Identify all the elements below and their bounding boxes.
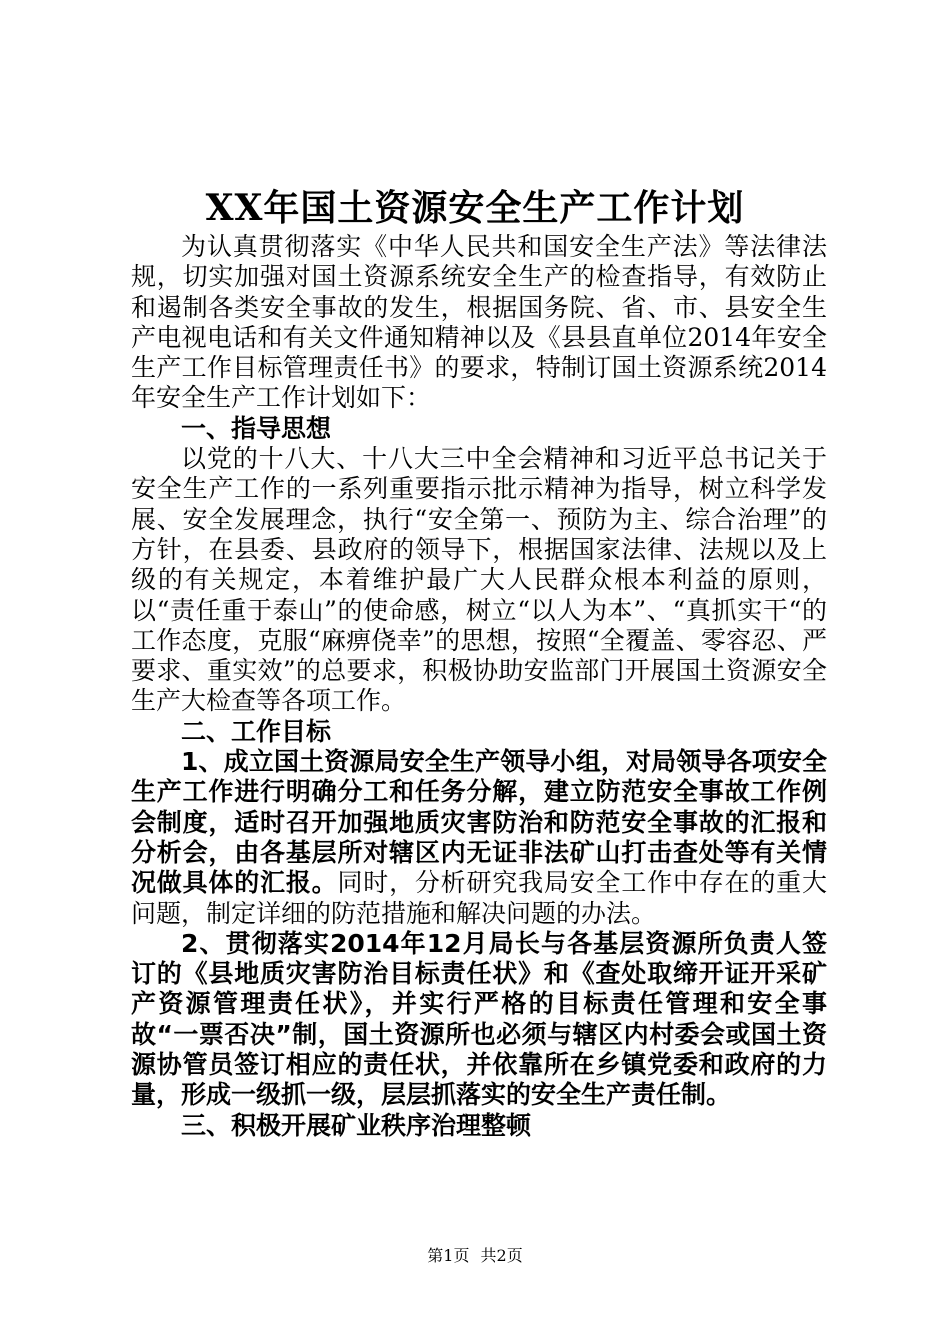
work-goal-item-2: 2、贯彻落实2014年12月局长与各基层资源所负责人签订的《县地质灾害防治目标责任状》和《查处取缔开证开采矿产资源管理责任状》，并实行严格的目标责任管理和安全事故“一票否决”制，国土资源所也必须与辖区内村委会或国土资源协管员签订相应的责任状，并依靠所在乡镇党委和政府的力量，形成一级抓一级，层层抓落实的安全生产责任制。 xyxy=(131,928,827,1110)
page-number-current: 第1页 xyxy=(427,1246,470,1265)
section-heading-work-goals: 二、工作目标 xyxy=(181,716,332,746)
document-body xyxy=(131,232,827,1141)
work-goal-item-1-part-2: 同时，分析研究我局安全工作中存在的重大问题，制定详细的防范措施和解决问题的办法。 xyxy=(131,868,827,928)
work-goal-item-1-part-1: 1、成立国土资源局安全生产领导小组，对局领导各项安全生产工作进行明确分工和任务分解，建立防范安全事故工作例会制度，适时召开加强地质灾害防治和防范安全事故的汇报和分析会，由各基层所对辖区内无证非法矿山打击查处等有关情况做具体的汇报。 xyxy=(131,747,827,898)
intro-paragraph: 为认真贯彻落实《中华人民共和国安全生产法》等法律法规，切实加强对国土资源系统安全生产的检查指导，有效防止和遏制各类安全事故的发生，根据国务院、省、市、县安全生产电视电话和有关文件通知精神以及《县县直单位2014年安全生产工作目标管理责任书》的要求，特制订国土资源系统2014年安全生产工作计划如下： xyxy=(131,232,827,413)
guiding-ideology-paragraph: 以党的十八大、十八大三中全会精神和习近平总书记关于安全生产工作的一系列重要指示批示精神为指导，树立科学发展、安全发展理念，执行“安全第一、预防为主、综合治理”的方针，在县委、县政府的领导下，根据国家法律、法规以及上级的有关规定，本着维护最广大人民群众根本利益的原则，以“责任重于泰山”的使命感，树立“以人为本”、“真抓实干“的工作态度，克服“麻痹侥幸”的思想，按照“全覆盖、零容忍、严要求、重实效”的总要求，积极协助安监部门开展国土资源安全生产大检查等各项工作。 xyxy=(131,444,827,716)
page-footer xyxy=(0,1244,950,1268)
work-goal-item-1 xyxy=(131,747,827,929)
page-number-total: 共2页 xyxy=(480,1246,523,1265)
document-title: XX年国土资源安全生产工作计划 xyxy=(205,187,745,229)
section-heading-guiding-ideology: 一、指导思想 xyxy=(181,413,332,443)
section-heading-mining-order: 三、积极开展矿业秩序治理整顿 xyxy=(181,1110,532,1140)
